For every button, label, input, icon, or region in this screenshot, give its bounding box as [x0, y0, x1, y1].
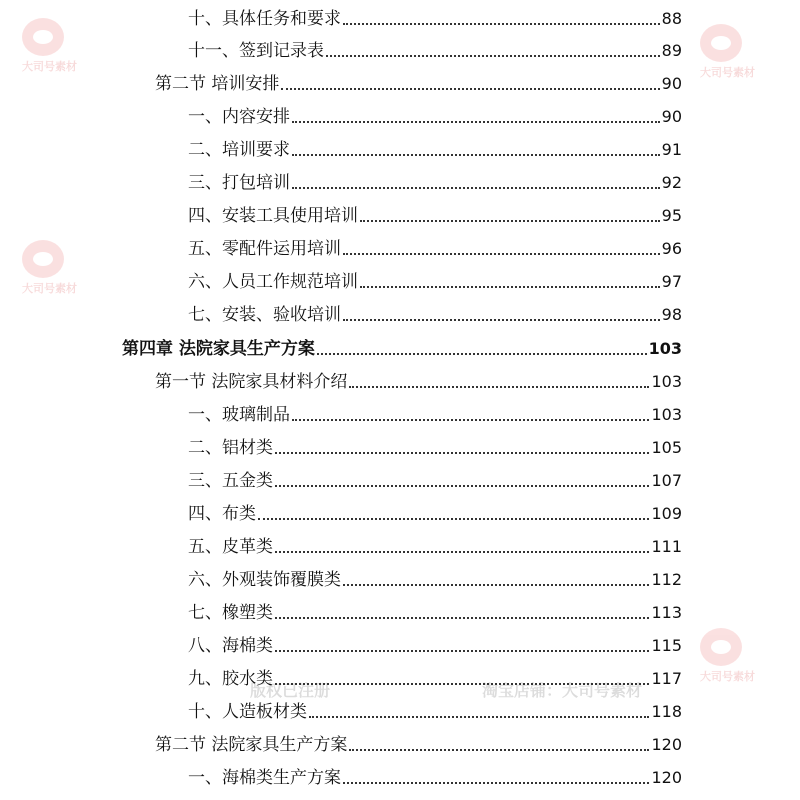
- watermark-logo-icon: [700, 24, 742, 62]
- toc-leader: [343, 22, 660, 25]
- toc-entry-title: 十一、签到记录表: [188, 41, 324, 61]
- toc-entry[interactable]: [188, 38, 682, 62]
- toc-entry-title: 七、安装、验收培训: [188, 305, 341, 325]
- toc-entry-title: 二、培训要求: [188, 140, 290, 160]
- toc-page-number: 105: [651, 438, 682, 457]
- toc-page-number: 118: [651, 702, 682, 721]
- watermark-notice-1: 版权已注册: [250, 681, 331, 700]
- toc-page-number: 88: [661, 9, 682, 28]
- toc-entry[interactable]: [188, 104, 682, 128]
- toc-entry-title: 四、安装工具使用培训: [188, 206, 358, 226]
- toc-leader: [360, 219, 660, 222]
- toc-page-number: 112: [651, 570, 682, 589]
- toc-leader: [292, 153, 660, 156]
- toc-entry-title: 八、海棉类: [188, 636, 273, 656]
- toc-entry-title: 一、内容安排: [188, 107, 290, 127]
- toc-entry-title: 四、布类: [188, 504, 256, 524]
- toc-leader: [292, 418, 649, 421]
- toc-page-number: 89: [661, 41, 682, 60]
- toc-leader: [275, 484, 649, 487]
- toc-entry[interactable]: [188, 501, 682, 525]
- toc-page-number: 109: [651, 504, 682, 523]
- watermark-logo-4: [700, 628, 755, 684]
- toc-entry[interactable]: [188, 534, 682, 558]
- toc-leader: [281, 87, 659, 90]
- toc-entry[interactable]: [188, 236, 682, 260]
- watermark-brand-text: 大司号素材: [700, 66, 755, 79]
- toc-entry[interactable]: [188, 6, 682, 30]
- toc-entry-title: 五、零配件运用培训: [188, 239, 341, 259]
- toc-leader: [343, 781, 649, 784]
- watermark-logo-2: [700, 24, 755, 80]
- toc-leader: [275, 616, 649, 619]
- toc-leader: [275, 550, 649, 553]
- toc-page-number: 120: [651, 735, 682, 754]
- toc-entry-title: 第二节 培训安排: [155, 74, 280, 94]
- toc-page-number: 107: [651, 471, 682, 490]
- toc-entry[interactable]: [188, 600, 682, 624]
- toc-entry-title: 十、具体任务和要求: [188, 9, 341, 29]
- toc-entry[interactable]: [188, 666, 682, 690]
- toc-page-number: 90: [661, 107, 682, 126]
- toc-page-number: 92: [661, 173, 682, 192]
- toc-entry[interactable]: [188, 567, 682, 591]
- toc-leader: [317, 352, 647, 355]
- toc-leader: [343, 252, 660, 255]
- toc-leader: [360, 285, 660, 288]
- toc-page-number: 120: [651, 768, 682, 787]
- watermark-notice-2: 淘宝店铺：大司号素材: [482, 681, 643, 700]
- watermark-logo-icon: [22, 240, 64, 278]
- toc-entry[interactable]: [188, 302, 682, 326]
- toc-leader: [292, 186, 660, 189]
- toc-entry-title: 七、橡塑类: [188, 603, 273, 623]
- toc-page-number: 98: [661, 305, 682, 324]
- toc-page-number: 113: [651, 603, 682, 622]
- toc-leader: [349, 748, 649, 751]
- toc-leader: [292, 120, 660, 123]
- toc-entry[interactable]: [188, 269, 682, 293]
- toc-entry[interactable]: [188, 468, 682, 492]
- watermark-logo-icon: [700, 628, 742, 666]
- toc-entry[interactable]: [188, 633, 682, 657]
- toc-page-number: 103: [648, 339, 682, 358]
- toc-entry-title: 第二节 法院家具生产方案: [155, 735, 348, 755]
- toc-entry-title: 五、皮革类: [188, 537, 273, 557]
- toc-entry-title: 二、铝材类: [188, 438, 273, 458]
- watermark-brand-text: 大司号素材: [22, 60, 77, 73]
- toc-leader: [343, 318, 660, 321]
- toc-entry[interactable]: [188, 203, 682, 227]
- toc-entry[interactable]: [188, 170, 682, 194]
- watermark-brand-text: 大司号素材: [700, 670, 755, 683]
- toc-entry[interactable]: [188, 137, 682, 161]
- watermark-logo-icon: [22, 18, 64, 56]
- toc-page-number: 96: [661, 239, 682, 258]
- toc-page-number: 97: [661, 272, 682, 291]
- toc-leader: [343, 583, 649, 586]
- toc-entry-title: 六、外观装饰覆膜类: [188, 570, 341, 590]
- toc-entry-title: 一、玻璃制品: [188, 405, 290, 425]
- toc-entry-title: 三、打包培训: [188, 173, 290, 193]
- toc-page-number: 103: [651, 372, 682, 391]
- toc-leader: [275, 682, 649, 685]
- toc-entry-title: 第四章 法院家具生产方案: [122, 339, 315, 359]
- watermark-logo-3: [22, 240, 77, 296]
- toc-page-number: 117: [651, 669, 682, 688]
- toc-page-number: 103: [651, 405, 682, 424]
- toc-entry[interactable]: [188, 402, 682, 426]
- toc-entry[interactable]: [188, 765, 682, 789]
- toc-leader: [349, 385, 649, 388]
- toc-entry[interactable]: [155, 369, 682, 393]
- toc-entry[interactable]: [155, 732, 682, 756]
- toc-entry[interactable]: [155, 71, 682, 95]
- toc-leader: [275, 451, 649, 454]
- toc-entry-title: 十、人造板材类: [188, 702, 307, 722]
- toc-entry-title: 六、人员工作规范培训: [188, 272, 358, 292]
- toc-leader: [258, 517, 649, 520]
- toc-entry-title: 三、五金类: [188, 471, 273, 491]
- toc-entry-title: 一、海棉类生产方案: [188, 768, 341, 788]
- toc-leader: [275, 649, 649, 652]
- toc-page-number: 91: [661, 140, 682, 159]
- toc-entry-title: 第一节 法院家具材料介绍: [155, 372, 348, 392]
- toc-entry[interactable]: [188, 435, 682, 459]
- toc-entry-chapter[interactable]: [122, 336, 682, 360]
- toc-leader: [326, 54, 660, 57]
- watermark-brand-text: 大司号素材: [22, 282, 77, 295]
- toc-page-number: 115: [651, 636, 682, 655]
- toc-entry-title: 九、胶水类: [188, 669, 273, 689]
- toc-page-number: 90: [661, 74, 682, 93]
- toc-page-number: 111: [651, 537, 682, 556]
- toc-entry[interactable]: [188, 699, 682, 723]
- watermark-logo-1: [22, 18, 77, 74]
- toc-page-number: 95: [661, 206, 682, 225]
- toc-leader: [309, 715, 649, 718]
